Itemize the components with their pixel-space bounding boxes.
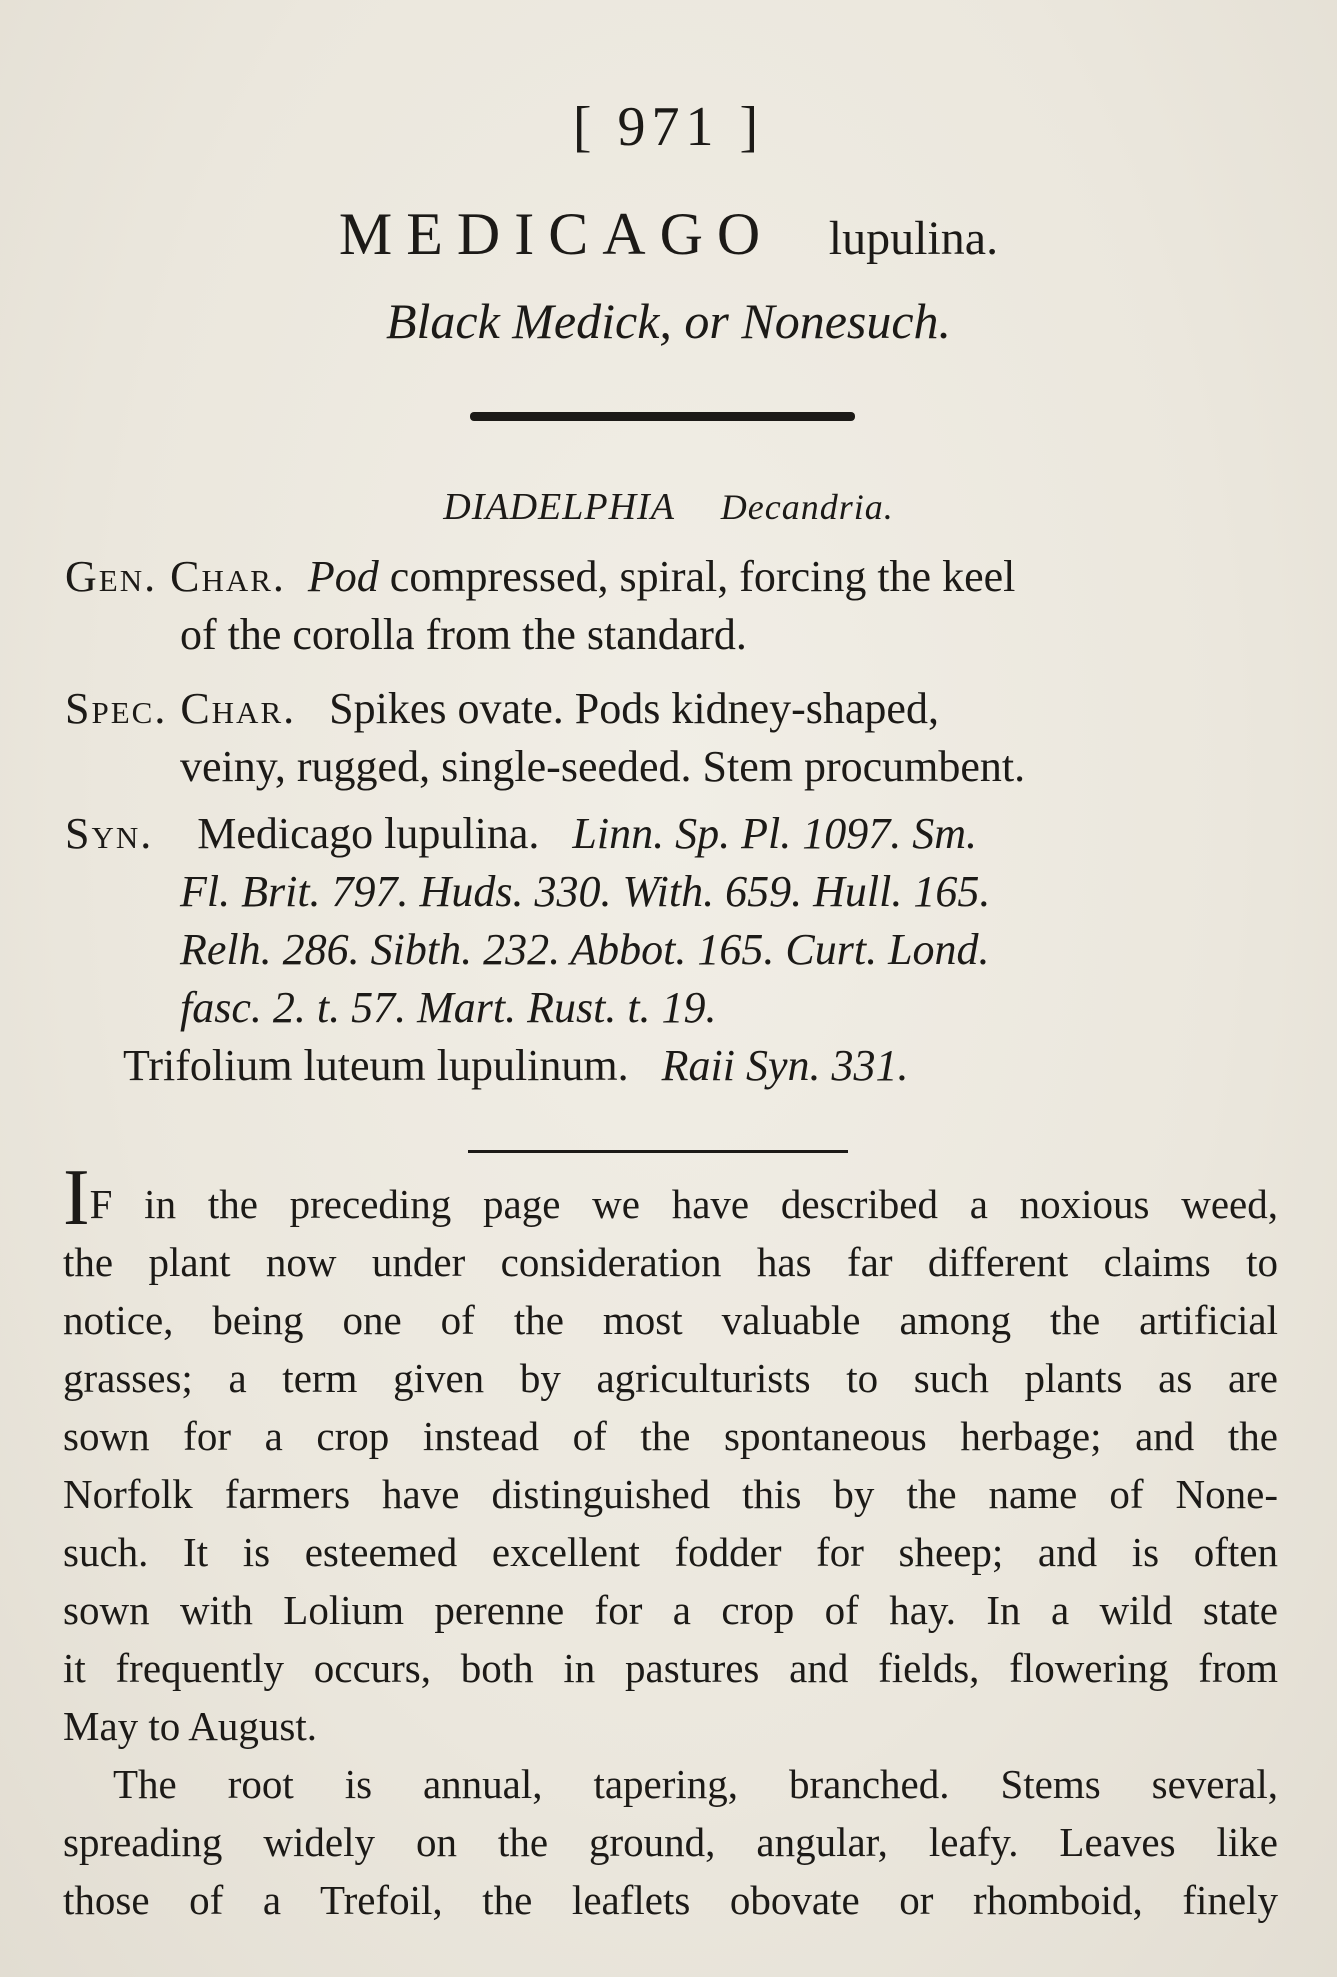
para1-line-7: such. It is esteemed excellent fodder for sheep; and is often xyxy=(63,1529,1278,1575)
syn-ref-raii: Raii Syn. 331. xyxy=(661,1041,909,1090)
para2-line-2: spreading widely on the ground, angular, leafy. Leaves like xyxy=(63,1819,1278,1865)
syn-line-5 xyxy=(65,1037,1275,1095)
syn-ref-1: Linn. Sp. Pl. 1097. Sm. xyxy=(572,809,977,858)
plant-title xyxy=(0,200,1337,269)
syn-trifolium: Trifolium luteum lupulinum. xyxy=(123,1041,629,1090)
syn-line-4: fasc. 2. t. 57. Mart. Rust. t. 19. xyxy=(180,983,717,1032)
order-name: Decandria. xyxy=(720,487,894,527)
syn-line-2: Fl. Brit. 797. Huds. 330. With. 659. Hull. 165. xyxy=(180,867,991,916)
class-name: DIADELPHIA xyxy=(443,486,675,528)
para1-line-10: May to August. xyxy=(63,1703,317,1749)
classification xyxy=(0,485,1337,529)
syn-label: Syn. xyxy=(65,809,154,858)
syn-line-1 xyxy=(65,805,1275,863)
paragraph-2 xyxy=(63,1755,1278,1929)
genus-name: MEDICAGO xyxy=(338,201,775,267)
para2-line-1: The root is annual, tapering, branched. Stems several, xyxy=(113,1761,1278,1807)
para1-line-9: it frequently occurs, both in pastures and fields, flowering from xyxy=(63,1645,1278,1691)
para1-text-1: F in the preceding page we have described a noxious weed, xyxy=(89,1181,1278,1227)
specific-character xyxy=(65,680,1275,796)
para1-line-2: the plant now under consideration has far different claims to xyxy=(63,1239,1278,1285)
spec-char-label: Spec. Char. xyxy=(65,684,297,733)
spec-char-line-2: veiny, rugged, single-seeded. Stem procumbent. xyxy=(180,742,1026,791)
para1-line-3: notice, being one of the most valuable among the artificial xyxy=(63,1297,1278,1343)
species-name: lupulina. xyxy=(828,212,999,265)
generic-character xyxy=(65,548,1275,664)
description xyxy=(63,1154,1278,1929)
syn-line-3: Relh. 286. Sibth. 232. Abbot. 165. Curt. Lond. xyxy=(180,925,990,974)
syn-text: Medicago lupulina. xyxy=(197,809,540,858)
para1-line-6: Norfolk farmers have distinguished this by the name of None- xyxy=(63,1471,1278,1517)
paragraph-1 xyxy=(63,1154,1278,1755)
para2-line-3: those of a Trefoil, the leaflets obovate or rhomboid, finely xyxy=(63,1877,1278,1923)
para1-line-8: sown with Lolium perenne for a crop of hay. In a wild state xyxy=(63,1587,1278,1633)
para1-line-1 xyxy=(63,1154,1278,1242)
gen-char-text: compressed, spiral, forcing the keel xyxy=(389,552,1016,601)
para1-line-5: sown for a crop instead of the spontaneous herbage; and the xyxy=(63,1413,1278,1459)
page-number: [ 971 ] xyxy=(572,96,765,158)
gen-char-line-1 xyxy=(65,548,1275,606)
thin-divider xyxy=(468,1150,848,1153)
gen-char-italic: Pod xyxy=(307,552,379,601)
gen-char-label: Gen. Char. xyxy=(65,552,286,601)
common-name: Black Medick, or Nonesuch. xyxy=(385,293,952,349)
heavy-divider xyxy=(470,412,855,421)
synonyms xyxy=(65,805,1275,1095)
para1-line-4: grasses; a term given by agriculturists to such plants as are xyxy=(63,1355,1278,1401)
drop-cap: I xyxy=(63,1154,90,1242)
gen-char-line-2: of the corolla from the standard. xyxy=(180,610,747,659)
spec-char-line-1 xyxy=(65,680,1275,738)
spec-char-text: Spikes ovate. Pods kidney-shaped, xyxy=(329,684,939,733)
